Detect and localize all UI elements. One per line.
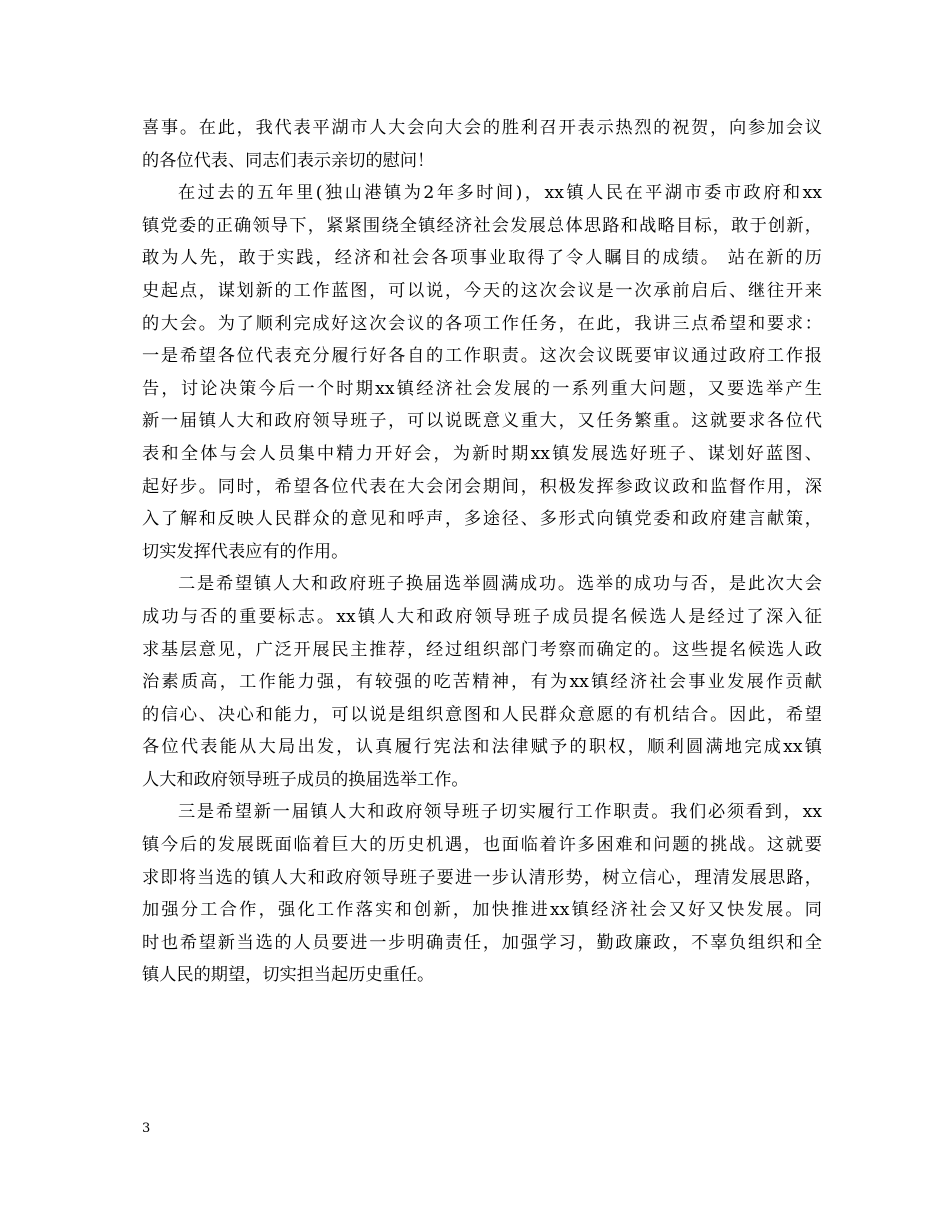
text-line: 敢为人先，敢于实践，经济和社会各项事业取得了令人瞩目的成绩。 站在新的历 [142,248,822,269]
text-line: 切实发挥代表应有的作用。 [142,541,349,562]
text-line: 各位代表能从大局出发，认真履行宪法和法律赋予的职权，顺利圆满地完成xx镇 [142,737,822,758]
text-line: 新一届镇人大和政府领导班子，可以说既意义重大，又任务繁重。这就要求各位代 [142,411,822,432]
text-line: 镇党委的正确领导下，紧紧围绕全镇经济社会发展总体思路和战略目标，敢于创新， [142,215,822,236]
text-line: 治素质高，工作能力强，有较强的吃苦精神，有为xx镇经济社会事业发展作贡献 [142,672,822,693]
text-line: 二是希望镇人大和政府班子换届选举圆满成功。选举的成功与否，是此次大会 [178,574,822,595]
text-line: 求即将当选的镇人大和政府领导班子要进一步认清形势，树立信心，理清发展思路， [142,867,822,888]
text-line: 三是希望新一届镇人大和政府领导班子切实履行工作职责。我们必须看到，xx [178,802,822,823]
paragraph-2 [142,177,822,568]
paragraph-3 [142,568,822,796]
text-line: 史起点，谋划新的工作蓝图，可以说，今天的这次会议是一次承前启后、继往开来 [142,280,822,301]
text-line: 一是希望各位代表充分履行好各自的工作职责。这次会议既要审议通过政府工作报 [142,346,822,367]
text-line: 成功与否的重要标志。xx镇人大和政府领导班子成员提名候选人是经过了深入征 [142,606,822,627]
text-line: 镇人民的期望，切实担当起历史重任。 [142,965,435,986]
text-line: 告，讨论决策今后一个时期xx镇经济社会发展的一系列重大问题，又要选举产生 [142,378,822,399]
text-line: 的信心、决心和能力，可以说是组织意图和人民群众意愿的有机结合。因此，希望 [142,704,822,725]
text-line: 求基层意见，广泛开展民主推荐，经过组织部门考察而确定的。这些提名候选人政 [142,639,822,660]
text-line: 表和全体与会人员集中精力开好会，为新时期xx镇发展选好班子、谋划好蓝图、 [142,443,822,464]
paragraph-4 [142,796,822,992]
paragraph-1 [142,112,822,177]
text-line: 时也希望新当选的人员要进一步明确责任，加强学习，勤政廉政，不辜负组织和全 [142,932,822,953]
document-body [142,112,822,992]
page-number: 3 [142,1121,151,1136]
text-line: 人大和政府领导班子成员的换届选举工作。 [142,769,469,790]
text-line: 入了解和反映人民群众的意见和呼声，多途径、多形式向镇党委和政府建言献策， [142,509,822,530]
text-line: 的各位代表、同志们表示亲切的慰问！ [142,150,435,171]
text-line: 镇今后的发展既面临着巨大的历史机遇，也面临着许多困难和问题的挑战。这就要 [142,835,822,856]
text-line: 的大会。为了顺利完成好这次会议的各项工作任务，在此，我讲三点希望和要求： [142,313,822,334]
text-line: 在过去的五年里(独山港镇为2年多时间)，xx镇人民在平湖市委市政府和xx [178,183,822,204]
text-line: 加强分工合作，强化工作落实和创新，加快推进xx镇经济社会又好又快发展。同 [142,900,822,921]
text-line: 起好步。同时，希望各位代表在大会闭会期间，积极发挥参政议政和监督作用，深 [142,476,822,497]
text-line: 喜事。在此，我代表平湖市人大会向大会的胜利召开表示热烈的祝贺，向参加会议 [142,118,822,138]
